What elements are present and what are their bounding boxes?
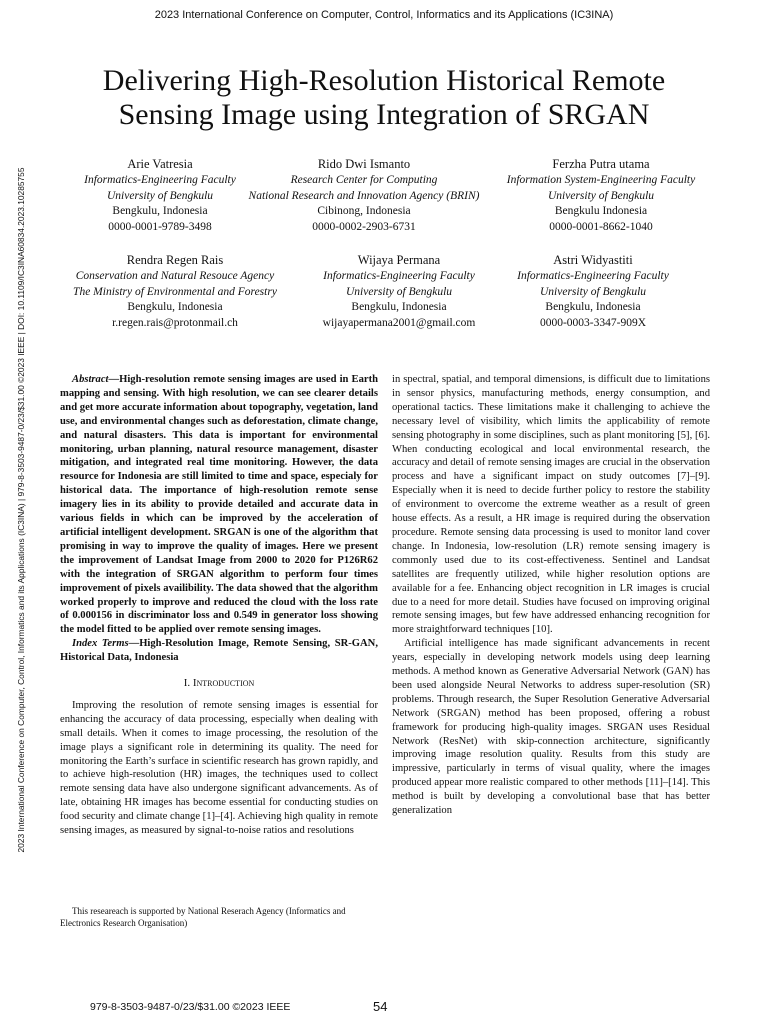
author-contact: r.regen.rais@protonmail.ch xyxy=(112,316,238,329)
author-block xyxy=(486,155,716,235)
author-institution: University of Bengkulu xyxy=(539,285,647,298)
author-block xyxy=(292,251,506,331)
author-location: Bengkulu Indonesia xyxy=(554,205,648,218)
author-name: Ferzha Putra utama xyxy=(552,157,650,171)
author-location: Bengkulu, Indonesia xyxy=(545,301,641,314)
author-block xyxy=(496,251,690,331)
index-terms-text: —High-Resolution Image, Remote Sensing, SR-GAN, Historical Data, Indonesia xyxy=(60,638,378,664)
author-affiliation: Informatics-Engineering Faculty xyxy=(517,270,669,282)
index-terms xyxy=(60,637,378,665)
author-institution: University of Bengkulu xyxy=(345,285,453,298)
author-location: Bengkulu, Indonesia xyxy=(112,205,208,218)
author-name: Arie Vatresia xyxy=(127,157,193,171)
body-paragraph: in spectral, spatial, and temporal dimensions, is difficult due to limitations in sensor physics, manufacturing methods, energy consumption, and operational tactics. These limitations make it challenging to achieve the necessary level of visibility, which limits the applicability of remote sensing photography in some disciplines, such as plant monitoring [5], [6]. When conducting ecological and local environmental research, the accuracy and detail of remote sensing images are crucial in the observation process and have a significant impact on study outcomes [7]–[9]. Especially when it is need to decide further policy to restore the stability of environment to overcome the extreme weather as a result of green house effects. As a result, a HR image is required during the observation procedure. Remote sensing data processing is used to monitor land cover change. In Indonesia, low-resolution (LR) remote sensing imagery is commonly used due to its cost-effectiveness. Sentinel and Landsat satellites are frequently utilized, while higher resolution options are available for a fee. Enhancing object recognition in LR images is crucial due to a need for more detail. Studies have focused on improving original remote sensing images, but few have addressed enhancing recognition for more straightforward techniques [10]. xyxy=(392,374,710,636)
author-affiliation: Research Center for Computing xyxy=(290,174,438,186)
author-name: Wijaya Permana xyxy=(357,253,441,267)
right-column xyxy=(392,373,710,818)
author-affiliation: Conservation and Natural Resouce Agency xyxy=(75,270,275,282)
doi-side-strip xyxy=(8,120,34,900)
author-location: Bengkulu, Indonesia xyxy=(127,301,223,314)
page-number: 54 xyxy=(373,999,388,1014)
author-name: Astri Widyastiti xyxy=(553,253,633,267)
conference-header: 2023 International Conference on Computer, Control, Informatics and its Applications (IC3INA) xyxy=(154,9,614,21)
author-contact: 0000-0002-2903-6731 xyxy=(312,220,416,233)
author-contact: 0000-0003-3347-909X xyxy=(539,316,647,329)
author-contact: 0000-0001-8662-1040 xyxy=(549,220,653,233)
author-affiliation: Informatics-Engineering Faculty xyxy=(84,174,236,186)
title-line-2: Sensing Image using Integration of SRGAN xyxy=(118,98,650,131)
author-institution: University of Bengkulu xyxy=(106,189,214,202)
intro-paragraph: Improving the resolution of remote sensing images is essential for enhancing the accuracy of data processing, especially when dealing with small details. When it comes to image processing, the resolution of the image plays a significant role in determining its quality. The need for monitoring the Earth’s surface in scientific research has grown rapidly, and to achieve high-resolution (HR) images, the techniques used to collect remote sensing data have also undergone significant advancements. As of late, obtaining HR images has become essential for conducting studies on food security and climate change [1]–[4]. Achieving high quality in remote sensing images, as measured by signal-to-noise ratios and resolutions xyxy=(60,699,379,837)
abstract xyxy=(60,373,378,637)
abstract-text: —High-resolution remote sensing images are used in Earth mapping and sensing. With high resolution, we can see clearer details and get more accurate information about topography, vegetation, land use, and environmental changes such as deforestation, climate change, and natural disasters. This data is important for environmental monitoring, urban planning, natural resource management, disaster mitigation, and integrated real time monitoring. However, the data resource for Indonesia are still limited to time and space, especialy for historical data. The importance of high-resolution remote sense imagery lies in its ability to provide detailed and accurate data in various fields in which can be improved by the acceleration of artificial intelligent development. SRGAN is one of the algorithm that promising in way to improve the quality of images. Here we present the improvement of Landsat Image from 2000 to 2020 for P126R62 with the integration of SRGAN algorithm to perform four times improvement of pixels availibility. The data showed that the algorithm worked properly to improve and reduced the cloud with the loss rate of 0.000156 in discriminator loss and 0.549 in generator loss showing the model fitted to be applied over remote sensing images. xyxy=(60,374,378,636)
abstract-label: Abstract xyxy=(72,374,109,385)
author-location: Cibinong, Indonesia xyxy=(317,205,411,218)
title-line-1: Delivering High-Resolution Historical Remote xyxy=(102,64,666,97)
footer-copyright: 979-8-3503-9487-0/23/$31.00 ©2023 IEEE xyxy=(90,1001,291,1013)
doi-side-text: 2023 International Conference on Computer, Control, Informatics and its Applications (IC3INA) | 979-8-3503-9487-0/23/$31.00 ©2023 IEEE | DOI: 10.1109/IC3INA60834.2023.10285755 xyxy=(16,167,26,853)
funding-footnote: This researeach is supported by National Reserach Agency (Informatics and Electronics Research Organisation) xyxy=(60,906,346,928)
author-contact: 0000-0001-9789-3498 xyxy=(108,220,212,233)
author-name: Rendra Regen Rais xyxy=(126,253,224,267)
author-institution: National Research and Innovation Agency (BRIN) xyxy=(248,189,480,202)
section-heading-introduction: I. Introduction xyxy=(183,677,255,690)
author-affiliation: Informatics-Engineering Faculty xyxy=(323,270,475,282)
index-terms-label: Index Terms xyxy=(72,638,129,650)
author-institution: University of Bengkulu xyxy=(547,189,655,202)
author-block xyxy=(50,251,300,331)
author-location: Bengkulu, Indonesia xyxy=(351,301,447,314)
author-affiliation: Information System-Engineering Faculty xyxy=(506,174,696,186)
left-column xyxy=(60,373,378,838)
author-block xyxy=(230,155,498,235)
paper-title xyxy=(60,64,708,132)
author-contact: wijayapermana2001@gmail.com xyxy=(322,316,476,329)
author-name: Rido Dwi Ismanto xyxy=(317,157,411,171)
body-paragraph: Artificial intelligence has made significant advancements in recent years, especially in developing network models using deep learning methods. A method known as Generative Adversarial Network (GAN) has been used alongside Neural Networks to address super-resolution (SR) problems. Through research, the Super Resolution Generative Adversarial Network (SRGAN) method has been proposed, offering a robust framework for producing high-quality images. SRGAN uses Residual Network (ResNet) with skip-connection architecture, significantly improving image resolution quality. Results from this study are impressive, particularly in terms of visual quality, where the images produced appear more realistic compared to other methods [11]–[14]. This method is built by developing a convolutional base that has better generalization xyxy=(392,638,710,817)
author-institution: The Ministry of Environmental and Forestry xyxy=(73,285,277,298)
